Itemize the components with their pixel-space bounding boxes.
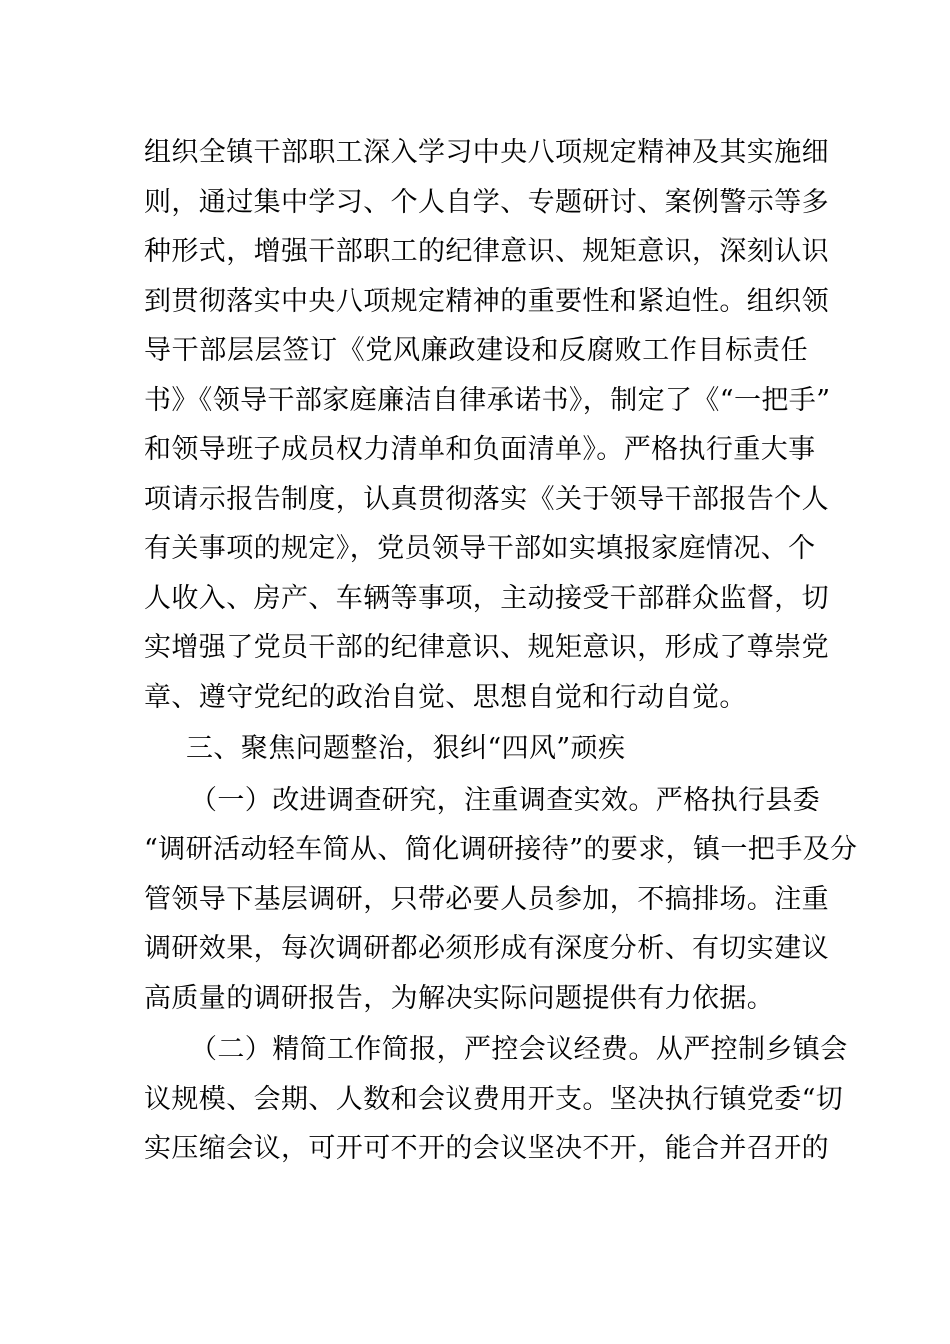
text-line: 导干部层层签订《党风廉政建设和反腐败工作目标责任	[144, 335, 808, 366]
paragraph-meetings	[144, 1025, 848, 1174]
text-line: 书》《领导干部家庭廉洁自律承诺书》，制定了《“一把手”	[144, 384, 831, 416]
text-line: 种形式，增强干部职工的纪律意识、规矩意识，深刻认识	[144, 236, 829, 267]
paragraph-research	[144, 776, 858, 1024]
text-line: 高质量的调研报告，为解决实际问题提供有力依据。	[144, 982, 775, 1014]
text-line: 实压缩会议，可开可不开的会议坚决不开，能合并召开的	[144, 1133, 829, 1164]
text-line: （一）改进调查研究，注重调查实效。严格执行县委	[190, 784, 821, 816]
text-line: 项请示报告制度，认真贯彻落实《关于领导干部报告个人	[144, 483, 829, 515]
paragraph-discipline-study	[144, 128, 831, 722]
text-line: 人收入、房产、车辆等事项，主动接受干部群众监督，切	[144, 582, 829, 614]
text-line: 到贯彻落实中央八项规定精神的重要性和紧迫性。组织领	[144, 285, 829, 317]
text-line: “调研活动轻车简从、简化调研接待”的要求，镇一把手及分	[144, 834, 858, 865]
text-line: 调研效果，每次调研都必须形成有深度分析、有切实建议	[144, 933, 829, 964]
heading-text: 三、聚焦问题整治，狠纠“四风”顽疾	[186, 733, 626, 764]
text-line: 管领导下基层调研，只带必要人员参加，不搞排场。注重	[144, 883, 829, 915]
text-line: 则，通过集中学习、个人自学、专题研讨、案例警示等多	[144, 186, 829, 218]
text-line: 组织全镇干部职工深入学习中央八项规定精神及其实施细	[144, 137, 829, 168]
text-line: 章、遵守党纪的政治自觉、思想自觉和行动自觉。	[144, 681, 747, 713]
text-line: 有关事项的规定》，党员领导干部如实填报家庭情况、个	[144, 533, 816, 564]
text-line: （二）精简工作简报，严控会议经费。从严控制乡镇会	[190, 1034, 848, 1065]
text-line: 议规模、会期、人数和会议费用开支。坚决执行镇党委“切	[144, 1083, 844, 1115]
text-line: 实增强了党员干部的纪律意识、规矩意识，形成了尊崇党	[144, 632, 829, 663]
section-heading-three	[144, 724, 808, 774]
document-body	[144, 128, 858, 1174]
text-line: 和领导班子成员权力清单和负面清单》。严格执行重大事	[144, 434, 816, 465]
